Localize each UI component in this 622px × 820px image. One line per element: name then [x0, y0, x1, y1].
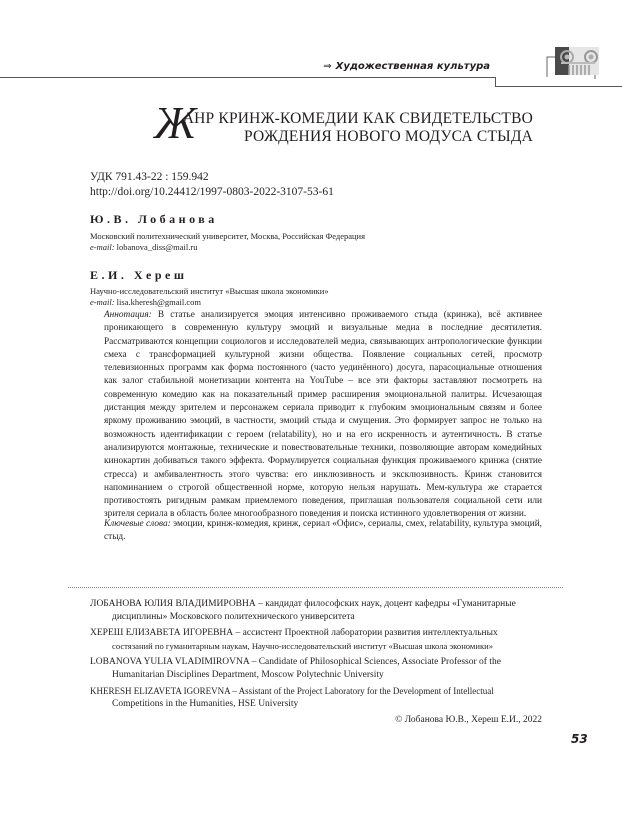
keywords — [104, 518, 542, 545]
author-email-line — [90, 297, 329, 308]
udk-code: УДК 791.43-22 : 159.942 — [90, 171, 209, 183]
title-line-1: АНР КРИНЖ-КОМЕДИИ КАК СВИДЕТЕЛЬСТВО — [182, 110, 533, 127]
bio-text: – Candidate of Philosophical Sciences, Associate Professor of the — [249, 657, 501, 667]
author-name: Ю.В. Лобанова — [90, 212, 218, 226]
author-affiliation: Научно-исследовательский институт «Высшая школа экономики» — [90, 286, 329, 296]
bio-continuation: дисциплины» Московского политехнического университета — [112, 612, 355, 622]
title-line-2: РОЖДЕНИЯ НОВОГО МОДУСА СТЫДА — [244, 128, 533, 145]
bio-continuation: состязаний по гуманитарным наукам, Научно-исследовательский институт «Высшая школа экономики» — [112, 641, 494, 651]
abstract — [104, 309, 542, 522]
author-affiliation-block — [90, 231, 365, 253]
section-name: Художественная культура — [335, 61, 490, 72]
bio-name: ЛОБАНОВА ЮЛИЯ ВЛАДИМИРОВНА — [90, 599, 256, 609]
header-rule-left — [0, 77, 495, 78]
bio-first-line — [90, 656, 542, 669]
author-name: Е.И. Хереш — [90, 268, 188, 282]
email-label: e-mail: — [90, 297, 115, 307]
header-rule-right — [495, 86, 622, 87]
bio-text: – Assistant of the Project Laboratory for the Development of Intellectual — [230, 686, 494, 696]
double-arrow-icon: ⇒ — [323, 61, 332, 72]
running-section-title — [323, 61, 490, 72]
dotted-separator — [68, 587, 563, 588]
bio-first-line — [90, 627, 542, 640]
bio-continuation: Competitions in the Humanities, HSE University — [112, 699, 299, 709]
bio-name: KHERESH ELIZAVETA IGOREVNA — [90, 686, 231, 696]
abstract-label: Аннотация: — [104, 310, 152, 320]
bio-name: ХЕРЕШ ЕЛИЗАВЕТА ИГОРЕВНА — [90, 628, 234, 638]
bio-continuation: Humanitarian Disciplines Department, Moscow Polytechnic University — [112, 670, 384, 680]
email-label: e-mail: — [90, 242, 115, 252]
ionic-column-capital-icon — [545, 45, 605, 85]
abstract-text: В статье анализируется эмоция интенсивно проживаемого стыда (кринжа), всё активнее проникающего в современную культуру эмоций и визуальные медиа в последние десятилетия. Рассматриваются концепции социологов и исследователей медиа, связывающих антропологические функции смеха с трансформацией культурной жизни общества. Появление социальных сетей, просмотр телевизионных программ как форма постоянного (часто уединённого) досуга, парасоциальные отношения как залог стабильной монетизации контента на YouTube – все эти факторы заставляют посмотреть на современную комедию как на показательный пример расширения эмоциональной палитры. Исчезающая дистанция между зрителем и персонажем сериала приводит к глубоким эмоциональным связям и более яркому проживанию эмоций, в частности, эмоций стыда и смущения. Это формирует запрос не только на возможность идентификации с героем (relatability), но и на его искренность и аутентичность. В статье анализируются монтажные, технические и повествовательные техники, позволяющие авторам комедийных кинокартин добиваться такого эффекта. Формулируется социальная функция проживаемого кринжа (снятие стресса) и амбивалентность этого чувства: его инклюзивность и эксклюзивность. Кринж становится напоминанием о строгой общественной норме, которую нельзя нарушать. Мем-культура же старается противостоять ригидным рамкам приемлемого поведения, приглашая пользователя социальной сети или зрителя сериала в область более многообразного поведения и поиска истинного удовлетворения от жизни. — [104, 310, 542, 520]
author-email[interactable]: lisa.kheresh@gmail.com — [116, 297, 201, 307]
author-bio — [90, 656, 542, 682]
keywords-label: Ключевые слова: — [104, 519, 171, 529]
doi-link[interactable]: http://doi.org/10.24412/1997-0803-2022-3107-53-61 — [90, 186, 334, 198]
author-affiliation-block — [90, 286, 329, 308]
article-title — [154, 97, 533, 148]
author-bio — [90, 598, 542, 624]
article-identifiers — [90, 170, 334, 200]
bio-name: LOBANOVA YULIA VLADIMIROVNA — [90, 657, 250, 667]
author-affiliation: Московский политехнический университет, Москва, Российская Федерация — [90, 231, 366, 241]
title-dropcap: Ж — [154, 97, 197, 148]
author-email[interactable]: lobanova_diss@mail.ru — [116, 242, 198, 252]
bio-first-line — [90, 598, 542, 611]
author-bio — [90, 627, 542, 653]
author-email-line — [90, 242, 365, 253]
keywords-text: эмоции, кринж-комедия, кринж, сериал «Офис», сериалы, смех, relatability, культура эмоций, стыд. — [104, 519, 543, 543]
bio-text: – ассистент Проектной лаборатории развития интеллектуальных — [233, 628, 498, 638]
author-bio — [90, 685, 542, 711]
bio-first-line — [90, 685, 542, 698]
page-number: 53 — [571, 732, 588, 746]
bio-text: – кандидат философских наук, доцент кафедры «Гуманитарные — [255, 599, 516, 609]
copyright-notice: © Лобанова Ю.В., Хереш Е.И., 2022 — [395, 715, 542, 725]
